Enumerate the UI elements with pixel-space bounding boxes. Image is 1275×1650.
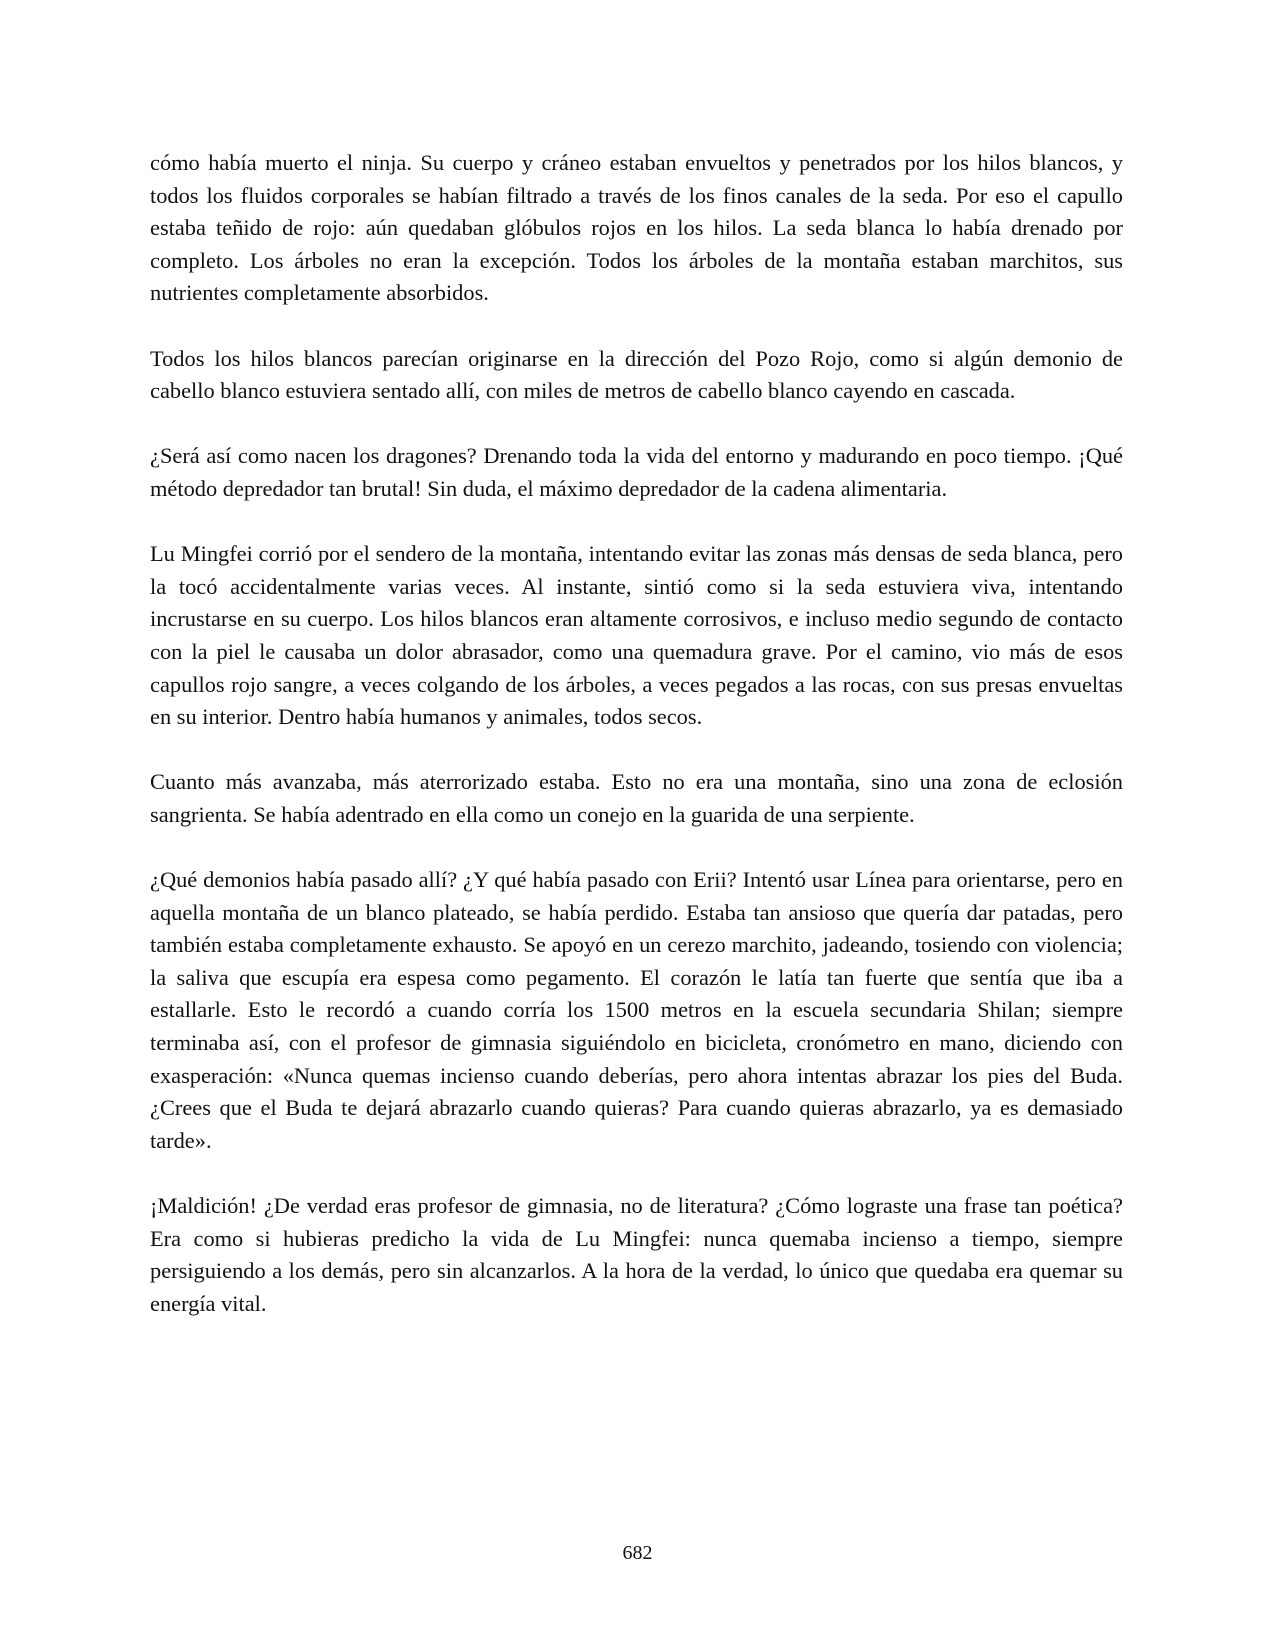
paragraph: ¿Qué demonios había pasado allí? ¿Y qué había pasado con Erii? Intentó usar Línea para orientarse, pero en aquella montaña de un blanco plateado, se había perdido. Estaba tan ansioso que quería dar patadas, pero también estaba completamente exhausto. Se apoyó en un cerezo marchito, jadeando, tosiendo con violencia; la saliva que escupía era espesa como pegamento. El corazón le latía tan fuerte que sentía que iba a estallarle. Esto le recordó a cuando corría los 1500 metros en la escuela secundaria Shilan; siempre terminaba así, con el profesor de gimnasia siguiéndolo en bicicleta, cronómetro en mano, diciendo con exasperación: «Nunca quemas incienso cuando deberías, pero ahora intentas abrazar los pies del Buda. ¿Crees que el Buda te dejará abrazarlo cuando quieras? Para cuando quieras abrazarlo, ya es demasiado tarde».	[150, 867, 1123, 1153]
paragraph: Todos los hilos blancos parecían originarse en la dirección del Pozo Rojo, como si algún demonio de cabello blanco estuviera sentado allí, con miles de metros de cabello blanco cayendo en cascada.	[150, 345, 1123, 404]
page-number: 682	[622, 1542, 653, 1564]
paragraph: cómo había muerto el ninja. Su cuerpo y cráneo estaban envueltos y penetrados por los hilos blancos, y todos los fluidos corporales se habían filtrado a través de los finos canales de la seda. Por eso el capullo estaba teñido de rojo: aún quedaban glóbulos rojos en los hilos. La seda blanca lo había drenado por completo. Los árboles no eran la excepción. Todos los árboles de la montaña estaban marchitos, sus nutrientes completamente absorbidos.	[150, 150, 1123, 306]
paragraph: ¡Maldición! ¿De verdad eras profesor de gimnasia, no de literatura? ¿Cómo lograste una frase tan poética? Era como si hubieras predicho la vida de Lu Mingfei: nunca quemaba incienso a tiempo, siempre persiguiendo a los demás, pero sin alcanzarlos. A la hora de la verdad, lo único que quedaba era quemar su energía vital.	[150, 1193, 1123, 1316]
paragraph: Lu Mingfei corrió por el sendero de la montaña, intentando evitar las zonas más densas de seda blanca, pero la tocó accidentalmente varias veces. Al instante, sintió como si la seda estuviera viva, intentando incrustarse en su cuerpo. Los hilos blancos eran altamente corrosivos, e incluso medio segundo de contacto con la piel le causaba un dolor abrasador, como una quemadura grave. Por el camino, vio más de esos capullos rojo sangre, a veces colgando de los árboles, a veces pegados a las rocas, con sus presas envueltas en su interior. Dentro había humanos y animales, todos secos.	[150, 541, 1123, 730]
body-text	[150, 147, 1123, 1320]
paragraph: Cuanto más avanzaba, más aterrorizado estaba. Esto no era una montaña, sino una zona de eclosión sangrienta. Se había adentrado en ella como un conejo en la guarida de una serpiente.	[150, 769, 1123, 827]
paragraph: ¿Será así como nacen los dragones? Drenando toda la vida del entorno y madurando en poco tiempo. ¡Qué método depredador tan brutal! Sin duda, el máximo depredador de la cadena alimentaria.	[150, 443, 1123, 501]
